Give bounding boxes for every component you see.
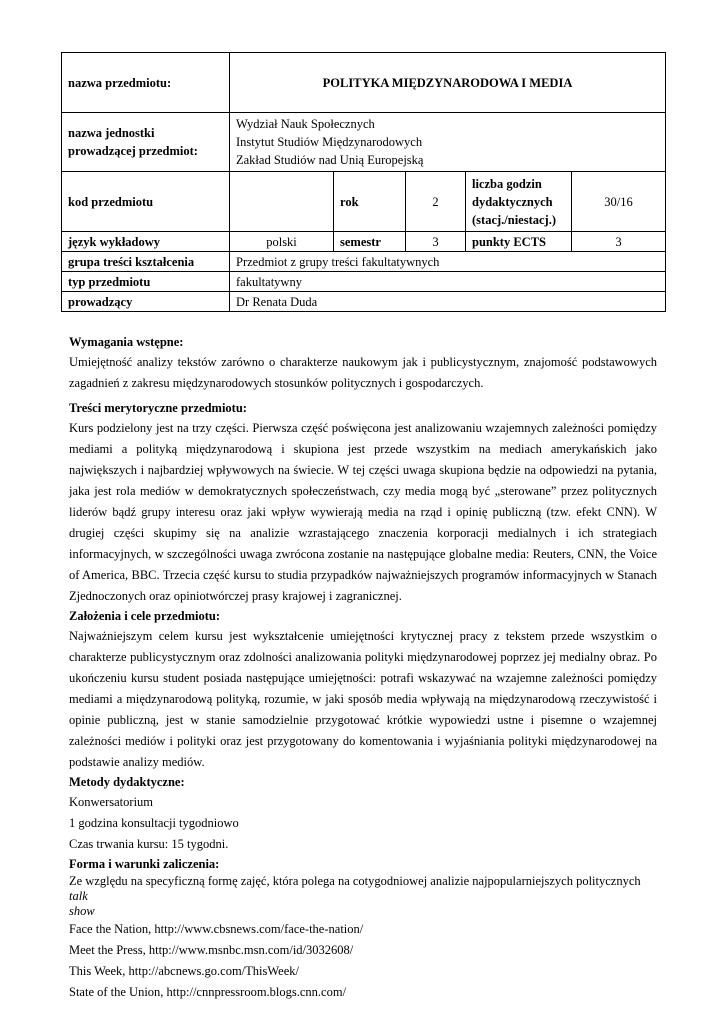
course-description xyxy=(69,333,657,1003)
requirements-text: Umiejętność analizy tekstów zarówno o charakterze naukowym jak i publicystycznym, znajomość podstawowych zagadnień z zakresu międzynarodowych stosunków politycznych i gospodarczych. xyxy=(69,355,657,390)
unit-label-line: prowadzącej przedmiot: xyxy=(68,144,198,158)
program-link: This Week, http://abcnews.go.com/ThisWeek/ xyxy=(69,964,299,978)
requirements-heading: Wymagania wstępne: xyxy=(69,335,184,349)
goals-heading: Założenia i cele przedmiotu: xyxy=(69,609,221,623)
content-heading: Treści merytoryczne przedmiotu: xyxy=(69,401,247,415)
form-text-body: Ze względu na specyficzną formę zajęć, która polega na cotygodniowej analizie najpopularniejszych politycznych xyxy=(69,874,641,888)
group-label: grupa treści kształcenia xyxy=(62,252,230,272)
group-value: Przedmiot z grupy treści fakultatywnych xyxy=(230,252,666,272)
year-label: rok xyxy=(334,172,406,232)
ects-label: punkty ECTS xyxy=(466,232,572,252)
unit-label-line: nazwa jednostki xyxy=(68,126,155,140)
form-text-italic: talk xyxy=(69,889,88,903)
language-value: polski xyxy=(230,232,334,252)
code-value xyxy=(230,172,334,232)
methods-heading: Metody dydaktyczne: xyxy=(69,775,185,789)
program-link: State of the Union, http://cnnpressroom.blogs.cnn.com/ xyxy=(69,985,347,999)
semester-label: semestr xyxy=(334,232,406,252)
year-value: 2 xyxy=(406,172,466,232)
form-heading: Forma i warunki zaliczenia: xyxy=(69,857,220,871)
subject-label: nazwa przedmiotu: xyxy=(62,53,230,113)
program-link: Meet the Press, http://www.msnbc.msn.com/id/3032608/ xyxy=(69,943,354,957)
methods-line: Czas trwania kursu: 15 tygodni. xyxy=(69,837,229,851)
unit-line: Wydział Nauk Społecznych xyxy=(236,117,375,131)
semester-value: 3 xyxy=(406,232,466,252)
course-info-table xyxy=(61,52,666,312)
type-label: typ przedmiotu xyxy=(62,272,230,292)
methods-line: Konwersatorium xyxy=(69,795,154,809)
unit-label xyxy=(62,113,230,172)
unit-line: Zakład Studiów nad Unią Europejską xyxy=(236,153,424,167)
hours-label xyxy=(466,172,572,232)
subject-value: POLITYKA MIĘDZYNARODOWA I MEDIA xyxy=(230,53,666,113)
hours-label-line: dydaktycznych xyxy=(472,194,553,209)
form-text-italic: show xyxy=(69,904,95,918)
hours-value: 30/16 xyxy=(572,172,666,232)
goals-text: Najważniejszym celem kursu jest wykształcenie umiejętności krytycznej pracy z tekstem przede wszystkim o charakterze publicystycznym oraz zdolności analizowania polityki międzynarodowej poprzez jej medialny obraz. Po ukończeniu kursu student posiada następujące umiejętności: potrafi wskazywać na wzajemne zależności pomiędzy mediami a międzynarodową polityką, rozumie, w jaki sposób media wpływają na międzynarodową rzeczywistość i opinie publiczną, jest w stanie samodzielnie przygotować krótkie wypowiedzi ustne i pisemne o wzajemnej zależności mediów i polityki oraz jest przygotowany do komentowania i wyjaśniania polityki międzynarodowej na podstawie analizy mediów. xyxy=(69,629,657,769)
program-link: Face the Nation, http://www.cbsnews.com/face-the-nation/ xyxy=(69,922,364,936)
language-label: język wykładowy xyxy=(62,232,230,252)
unit-value xyxy=(230,113,666,172)
form-text xyxy=(69,874,657,919)
methods-line: 1 godzina konsultacji tygodniowo xyxy=(69,816,239,830)
ects-value: 3 xyxy=(572,232,666,252)
code-label: kod przedmiotu xyxy=(62,172,230,232)
lecturer-label: prowadzący xyxy=(62,292,230,312)
content-text: Kurs podzielony jest na trzy części. Pierwsza część poświęcona jest analizowaniu wzajemnych zależności pomiędzy mediami a polityką międzynarodową i skupiona jest przede wszystkim na mediach amerykańskich jako największych i najbardziej wpływowych na świecie. W tej części uwaga skupiona będzie na odpowiedzi na pytania, jaka jest rola mediów w demokratycznych społeczeństwach, czy media mogą być „sterowane” przez politycznych liderów bądź grupy interesu oraz jaki wpływ wywierają media na rząd i opinię publiczną (tzw. efekt CNN). W drugiej części skupimy się na analizie wzrastającego znaczenia korporacji medialnych i ich strategiach informacyjnych, w szczególności uwaga zwrócona zostanie na następujące globalne media: Reuters, CNN, the Voice of America, BBC. Trzecia część kursu to studia przypadków najważniejszych programów informacyjnych w Stanach Zjednoczonych oraz opiniotwórczej prasy krajowej i zagranicznej. xyxy=(69,421,657,603)
lecturer-value: Dr Renata Duda xyxy=(230,292,666,312)
hours-label-line: (stacj./niestacj.) xyxy=(472,212,556,227)
hours-label-line: liczba godzin xyxy=(472,176,542,191)
type-value: fakultatywny xyxy=(230,272,666,292)
unit-line: Instytut Studiów Międzynarodowych xyxy=(236,135,423,149)
